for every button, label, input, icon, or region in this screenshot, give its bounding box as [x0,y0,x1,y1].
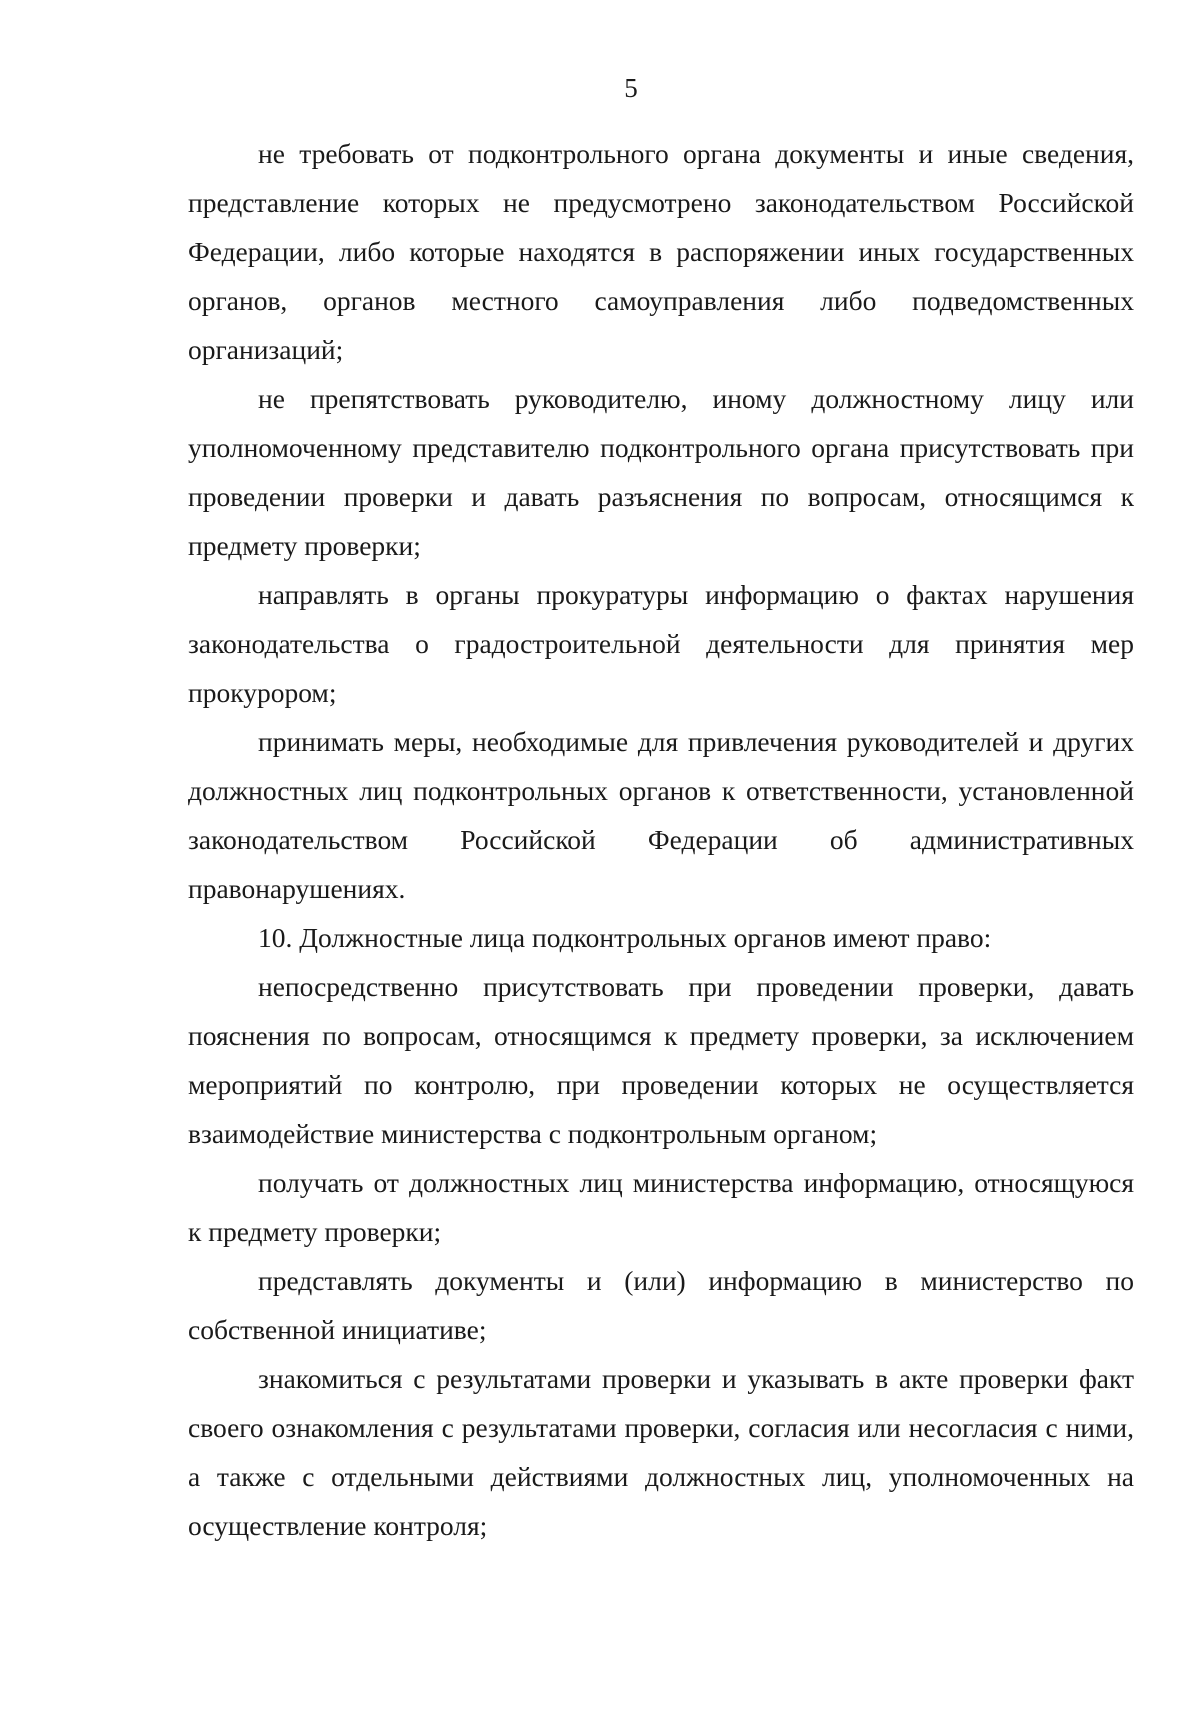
paragraph-3: направлять в органы прокуратуры информацию о фактах нарушения законодательства о градостроительной деятельности для принятия мер прокурором; [188,579,1134,708]
paragraph-8: представлять документы и (или) информацию в министерство по собственной инициативе; [188,1265,1134,1345]
paragraph-9: знакомиться с результатами проверки и указывать в акте проверки факт своего ознакомления с результатами проверки, согласия или несогласия с ними, а также с отдельными действиями должностных лиц, уполномоченных на осуществление контроля; [188,1363,1134,1541]
document-body [188,129,1134,1550]
paragraph-7: получать от должностных лиц министерства информацию, относящуюся к предмету проверки; [188,1167,1134,1247]
paragraph-2: не препятствовать руководителю, иному должностному лицу или уполномоченному представителю подконтрольного органа присутствовать при проведении проверки и давать разъяснения по вопросам, относящимся к предмету проверки; [188,383,1134,561]
page-number: 5 [624,73,638,103]
paragraph-4: принимать меры, необходимые для привлечения руководителей и других должностных лиц подконтрольных органов к ответственности, установленной законодательством Российской Федерации об административных правонарушениях. [188,726,1134,904]
paragraph-5: 10. Должностные лица подконтрольных органов имеют право: [258,922,992,953]
paragraph-6: непосредственно присутствовать при проведении проверки, давать пояснения по вопросам, относящимся к предмету проверки, за исключением мероприятий по контролю, при проведении которых не осуществляется взаимодействие министерства с подконтрольным органом; [188,971,1134,1149]
paragraph-1: не требовать от подконтрольного органа документы и иные сведения, представление которых не предусмотрено законодательством Российской Федерации, либо которые находятся в распоряжении иных государственных органов, органов местного самоуправления либо подведомственных организаций; [188,138,1134,365]
